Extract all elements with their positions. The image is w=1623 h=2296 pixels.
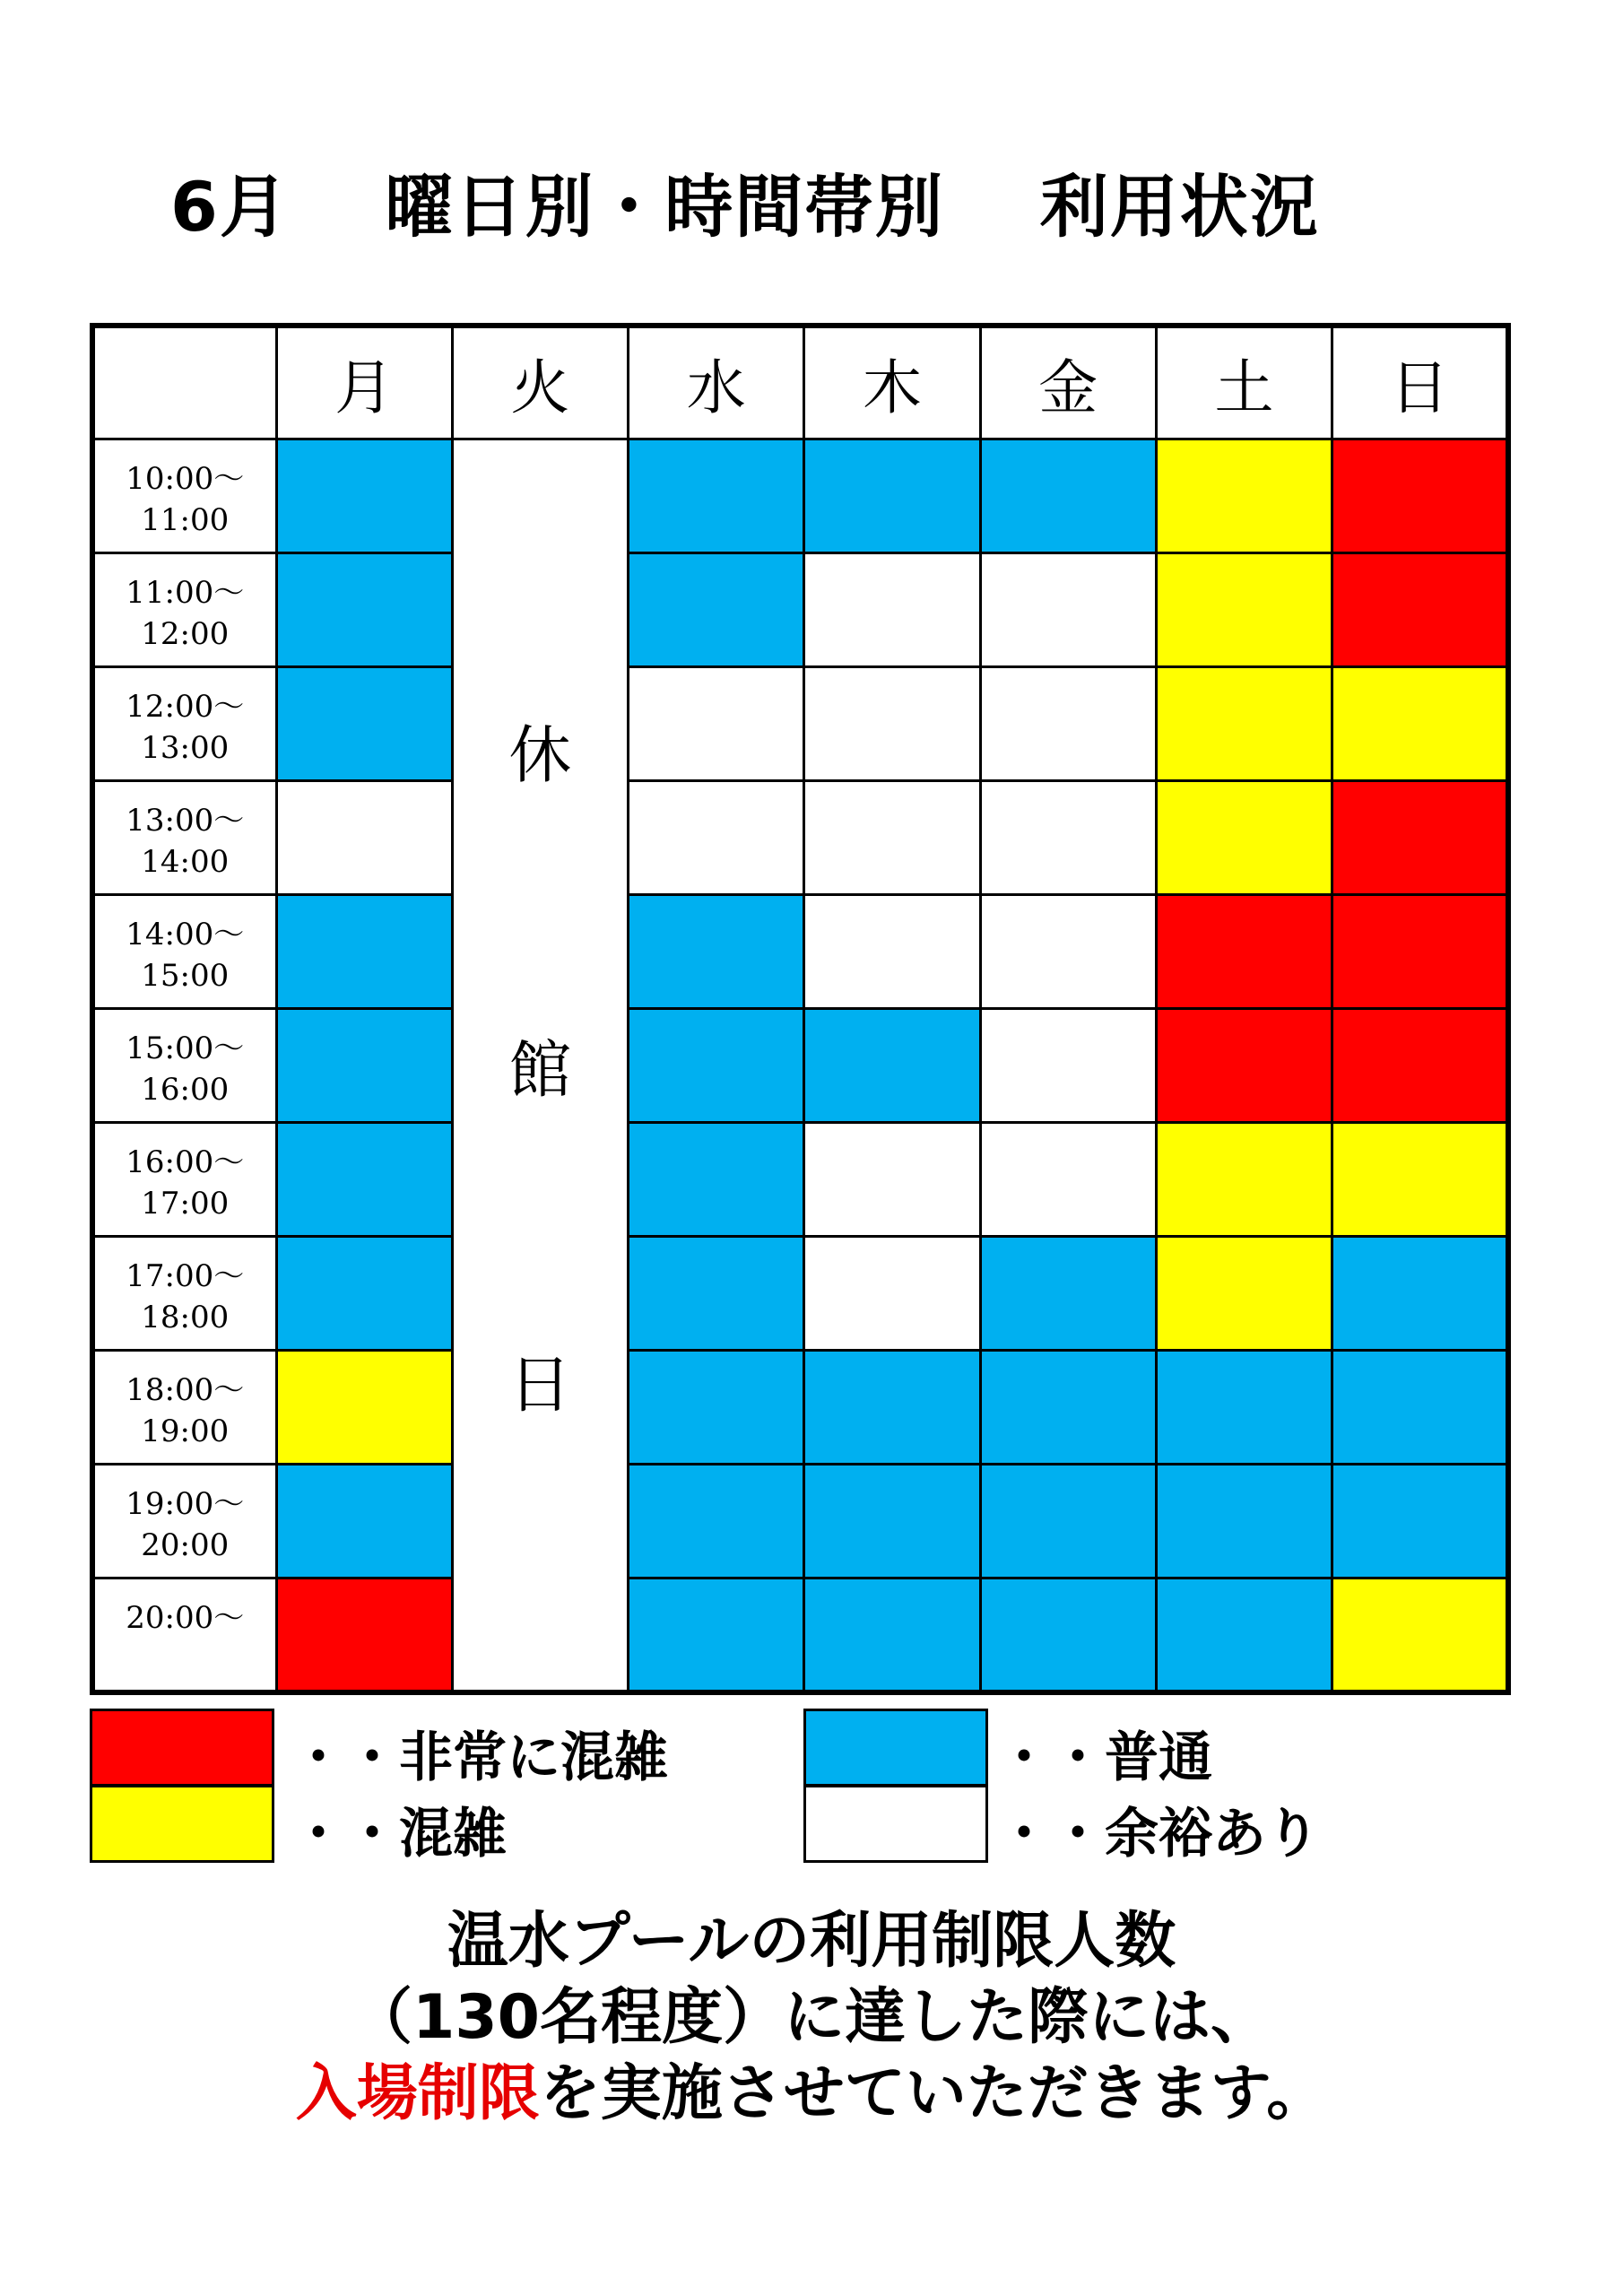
status-cell-sat: [1156, 780, 1332, 894]
status-cell-thu: [804, 1351, 980, 1465]
status-cell-thu: [804, 780, 980, 894]
status-cell-thu: [804, 439, 980, 552]
status-cell-thu: [804, 552, 980, 666]
status-cell-mon: [276, 894, 452, 1008]
status-cell-fri: [980, 666, 1156, 780]
day-header-sat: 土: [1156, 326, 1332, 439]
time-slot-label: 10:00～ 11:00: [92, 439, 276, 552]
time-slot-label: 16:00～ 17:00: [92, 1122, 276, 1236]
table-row: [92, 1008, 1508, 1122]
table-row: [92, 894, 1508, 1008]
table-row: [92, 1465, 1508, 1578]
day-header-mon: 月: [276, 326, 452, 439]
legend-label-normal: ・・普通: [997, 1726, 1212, 1789]
status-cell-mon: [276, 1351, 452, 1465]
status-cell-wed: [629, 894, 804, 1008]
status-cell-wed: [629, 1237, 804, 1351]
time-slot-label: 13:00～ 14:00: [92, 780, 276, 894]
status-cell-mon: [276, 780, 452, 894]
legend-swatch-normal: [803, 1709, 988, 1787]
status-cell-sat: [1156, 1578, 1332, 1692]
status-cell-sat: [1156, 439, 1332, 552]
status-cell-sun: [1332, 1122, 1508, 1236]
table-row: [92, 1351, 1508, 1465]
status-cell-sun: [1332, 552, 1508, 666]
status-cell-sat: [1156, 1237, 1332, 1351]
status-cell-sat: [1156, 1465, 1332, 1578]
status-cell-wed: [629, 1578, 804, 1692]
status-cell-sun: [1332, 1008, 1508, 1122]
status-cell-sun: [1332, 666, 1508, 780]
status-cell-sat: [1156, 1351, 1332, 1465]
status-cell-wed: [629, 1351, 804, 1465]
time-slot-label: 17:00～ 18:00: [92, 1237, 276, 1351]
status-cell-wed: [629, 1122, 804, 1236]
status-cell-mon: [276, 666, 452, 780]
status-cell-thu: [804, 1008, 980, 1122]
table-row: [92, 1578, 1508, 1692]
table-row: [92, 439, 1508, 552]
legend-label-very-crowded: ・・非常に混雑: [291, 1726, 668, 1789]
entry-restriction-text: 入場制限: [295, 2058, 540, 2129]
note-line-3-rest: を実施させていただきます。: [539, 2058, 1328, 2129]
time-slot-label: 20:00～: [92, 1578, 276, 1692]
legend-swatch-very-crowded: [90, 1709, 274, 1787]
status-cell-fri: [980, 1008, 1156, 1122]
usage-table-body: [92, 439, 1508, 1692]
status-cell-thu: [804, 1578, 980, 1692]
status-cell-wed: [629, 780, 804, 894]
status-cell-fri: [980, 439, 1156, 552]
time-slot-label: 14:00～ 15:00: [92, 894, 276, 1008]
legend-label-crowded: ・・混雑: [291, 1803, 507, 1866]
status-cell-thu: [804, 1237, 980, 1351]
status-cell-wed: [629, 1465, 804, 1578]
status-cell-wed: [629, 1008, 804, 1122]
status-cell-thu: [804, 1122, 980, 1236]
legend-label-available: ・・余裕あり: [997, 1803, 1320, 1866]
status-cell-fri: [980, 1122, 1156, 1236]
status-cell-thu: [804, 894, 980, 1008]
status-cell-sun: [1332, 894, 1508, 1008]
table-row: [92, 1122, 1508, 1236]
status-cell-sun: [1332, 439, 1508, 552]
status-cell-mon: [276, 552, 452, 666]
legend-swatch-available: [803, 1785, 988, 1863]
time-slot-label: 19:00～ 20:00: [92, 1465, 276, 1578]
status-cell-thu: [804, 666, 980, 780]
status-cell-mon: [276, 1237, 452, 1351]
table-row: [92, 666, 1508, 780]
status-cell-sat: [1156, 1122, 1332, 1236]
corner-cell: [92, 326, 276, 439]
day-header-thu: 木: [804, 326, 980, 439]
status-cell-wed: [629, 552, 804, 666]
status-cell-fri: [980, 1351, 1156, 1465]
legend-swatch-crowded: [90, 1785, 274, 1863]
status-cell-sat: [1156, 894, 1332, 1008]
status-cell-wed: [629, 439, 804, 552]
note-line-1: 温水プールの利用制限人数: [447, 1906, 1176, 1977]
status-cell-mon: [276, 439, 452, 552]
status-cell-mon: [276, 1465, 452, 1578]
status-cell-fri: [980, 780, 1156, 894]
closed-day-text: [508, 705, 571, 1425]
status-cell-sun: [1332, 1237, 1508, 1351]
status-cell-sat: [1156, 1008, 1332, 1122]
status-cell-sun: [1332, 1351, 1508, 1465]
status-cell-fri: [980, 1578, 1156, 1692]
day-header-row: [92, 326, 1508, 439]
table-row: [92, 1237, 1508, 1351]
status-cell-sat: [1156, 666, 1332, 780]
status-cell-fri: [980, 894, 1156, 1008]
table-row: [92, 780, 1508, 894]
time-slot-label: 18:00～ 19:00: [92, 1351, 276, 1465]
status-cell-mon: [276, 1122, 452, 1236]
note-line-3: [0, 2045, 1623, 2132]
status-cell-mon: [276, 1008, 452, 1122]
status-cell-mon: [276, 1578, 452, 1692]
status-cell-sun: [1332, 1578, 1508, 1692]
closed-day-char: 館: [508, 1032, 572, 1107]
status-cell-fri: [980, 1237, 1156, 1351]
day-header-wed: 水: [629, 326, 804, 439]
page-title: 6月 曜日別・時間帯別 利用状況: [170, 167, 1320, 247]
day-header-fri: 金: [980, 326, 1156, 439]
status-cell-wed: [629, 666, 804, 780]
closed-day-char: 休: [508, 718, 572, 792]
table-row: [92, 552, 1508, 666]
time-slot-label: 15:00～ 16:00: [92, 1008, 276, 1122]
status-cell-fri: [980, 1465, 1156, 1578]
status-cell-sun: [1332, 1465, 1508, 1578]
day-header-tue: 火: [452, 326, 628, 439]
note-line-2: （130名程度）に達した際には、: [352, 1982, 1271, 2053]
time-slot-label: 12:00～ 13:00: [92, 666, 276, 780]
usage-table: [90, 323, 1511, 1695]
closed-day-char: 日: [508, 1347, 572, 1422]
day-header-sun: 日: [1332, 326, 1508, 439]
status-cell-sat: [1156, 552, 1332, 666]
status-cell-fri: [980, 552, 1156, 666]
time-slot-label: 11:00～ 12:00: [92, 552, 276, 666]
closed-day-cell: [452, 439, 628, 1692]
status-cell-thu: [804, 1465, 980, 1578]
status-cell-sun: [1332, 780, 1508, 894]
